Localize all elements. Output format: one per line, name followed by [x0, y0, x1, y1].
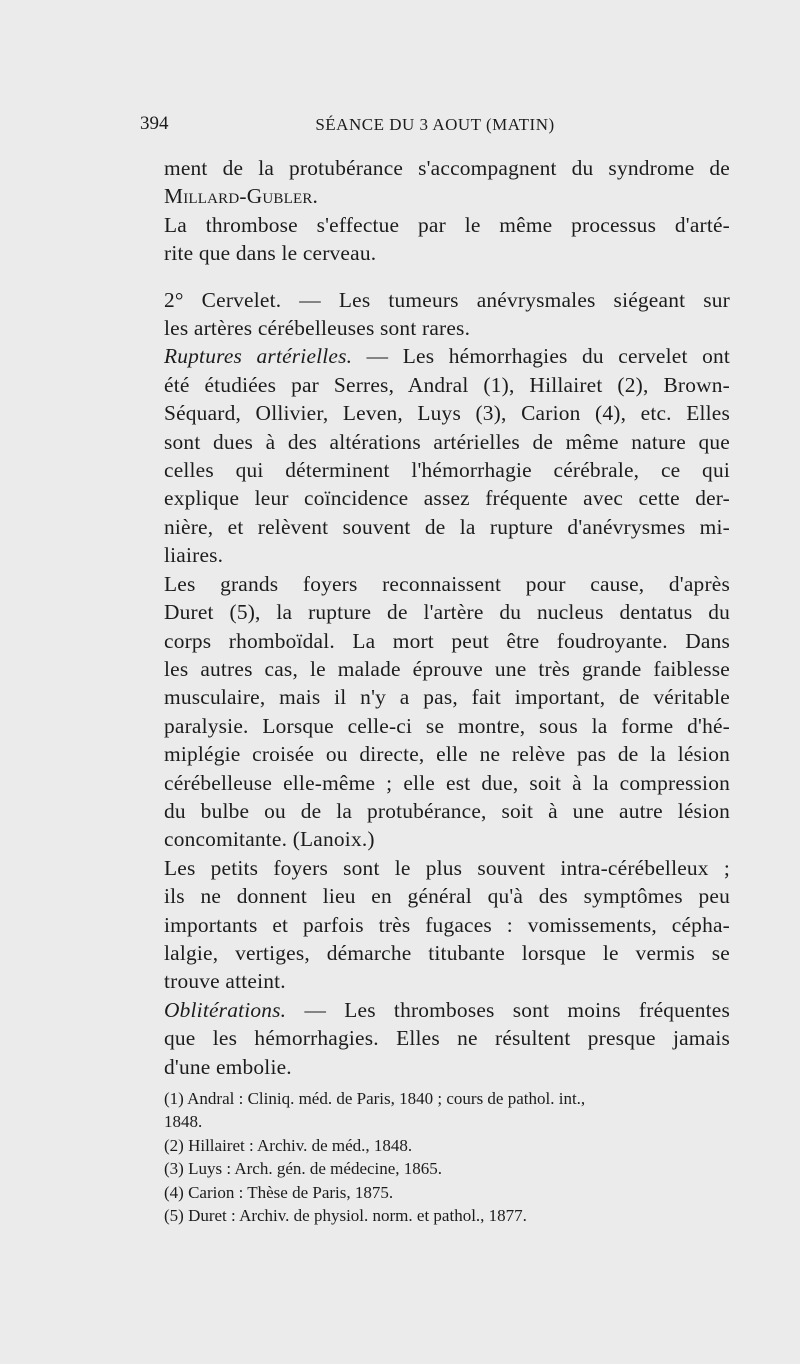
- text-line: La thrombose s'effectue par le même processus d'arté-: [164, 212, 730, 237]
- text-line: explique leur coïncidence assez fréquente avec cette der-: [164, 486, 730, 511]
- text-line: Ruptures artérielles. — Les hémorrhagies du cervelet ont: [164, 344, 730, 369]
- text-line: liaires.: [164, 543, 224, 568]
- text-line: les artères cérébelleuses sont rares.: [164, 316, 471, 341]
- footnote: (1) Andral : Cliniq. méd. de Paris, 1840 ; cours de pathol. int.,: [164, 1089, 586, 1108]
- text-line: Oblitérations. — Les thromboses sont moins fréquentes: [164, 997, 730, 1022]
- text-line: trouve atteint.: [164, 969, 286, 994]
- page-number: 394: [140, 113, 169, 134]
- footnote: (4) Carion : Thèse de Paris, 1875.: [164, 1182, 394, 1202]
- text-line: Les petits foyers sont le plus souvent intra-cérébelleux ;: [164, 855, 730, 880]
- footnote: (5) Duret : Archiv. de physiol. norm. et pathol., 1877.: [164, 1206, 527, 1226]
- footnotes: [164, 1087, 730, 1227]
- text-line: paralysie. Lorsque celle-ci se montre, sous la forme d'hé-: [164, 713, 730, 738]
- text-line: musculaire, mais il n'y a pas, fait important, de véritable: [164, 685, 730, 710]
- text-line: sont dues à des altérations artérielles de même nature que: [164, 429, 730, 454]
- text-line: ment de la protubérance s'accompagnent du syndrome de: [164, 156, 730, 180]
- footnote-continuation: 1848.: [164, 1112, 203, 1132]
- text-line: corps rhomboïdal. La mort peut être foudroyante. Dans: [164, 628, 730, 653]
- text-line: miplégie croisée ou directe, elle ne relève pas de la lésion: [164, 742, 730, 767]
- text-line: concomitante. (Lanoix.): [164, 827, 375, 852]
- text-line: que les hémorrhagies. Elles ne résultent presque jamais: [164, 1026, 730, 1051]
- text-line: ils ne donnent lieu en général qu'à des symptômes peu: [164, 884, 730, 909]
- text-line: 2° Cervelet. — Les tumeurs anévrysmales siégeant sur: [164, 287, 730, 312]
- main-text: [164, 154, 730, 1081]
- text-line: lalgie, vertiges, démarche titubante lorsque le vermis se: [164, 940, 730, 965]
- text-line: nière, et relèvent souvent de la rupture d'anévrysmes mi-: [164, 514, 730, 539]
- text-line: du bulbe ou de la protubérance, soit à une autre lésion: [164, 798, 730, 823]
- text-line: été étudiées par Serres, Andral (1), Hillairet (2), Brown-: [164, 372, 730, 397]
- text-line: les autres cas, le malade éprouve une très grande faiblesse: [164, 656, 730, 681]
- text-line: Duret (5), la rupture de l'artère du nucleus dentatus du: [164, 600, 730, 625]
- footnote: (2) Hillairet : Archiv. de méd., 1848.: [164, 1135, 413, 1155]
- subsection-heading: Oblitérations.: [164, 997, 287, 1022]
- text-line: Séquard, Ollivier, Leven, Luys (3), Carion (4), etc. Elles: [164, 401, 730, 426]
- text-line: celles qui déterminent l'hémorrhagie cérébrale, ce qui: [164, 458, 730, 483]
- subsection-heading: Ruptures artérielles.: [164, 344, 353, 369]
- text-line: Millard-Gubler.: [164, 184, 319, 209]
- footnote: (3) Luys : Arch. gén. de médecine, 1865.: [164, 1159, 443, 1179]
- running-title: SÉANCE DU 3 AOUT (MATIN): [315, 115, 555, 134]
- text-line: importants et parfois très fugaces : vomissements, cépha-: [164, 912, 730, 937]
- text-line: cérébelleuse elle-même ; elle est due, soit à la compression: [164, 770, 730, 795]
- text-line: Les grands foyers reconnaissent pour cause, d'après: [164, 571, 730, 596]
- section-gap: [164, 268, 730, 286]
- text-line: rite que dans le cerveau.: [164, 241, 377, 266]
- text-line: d'une embolie.: [164, 1054, 292, 1079]
- running-header: [140, 113, 730, 147]
